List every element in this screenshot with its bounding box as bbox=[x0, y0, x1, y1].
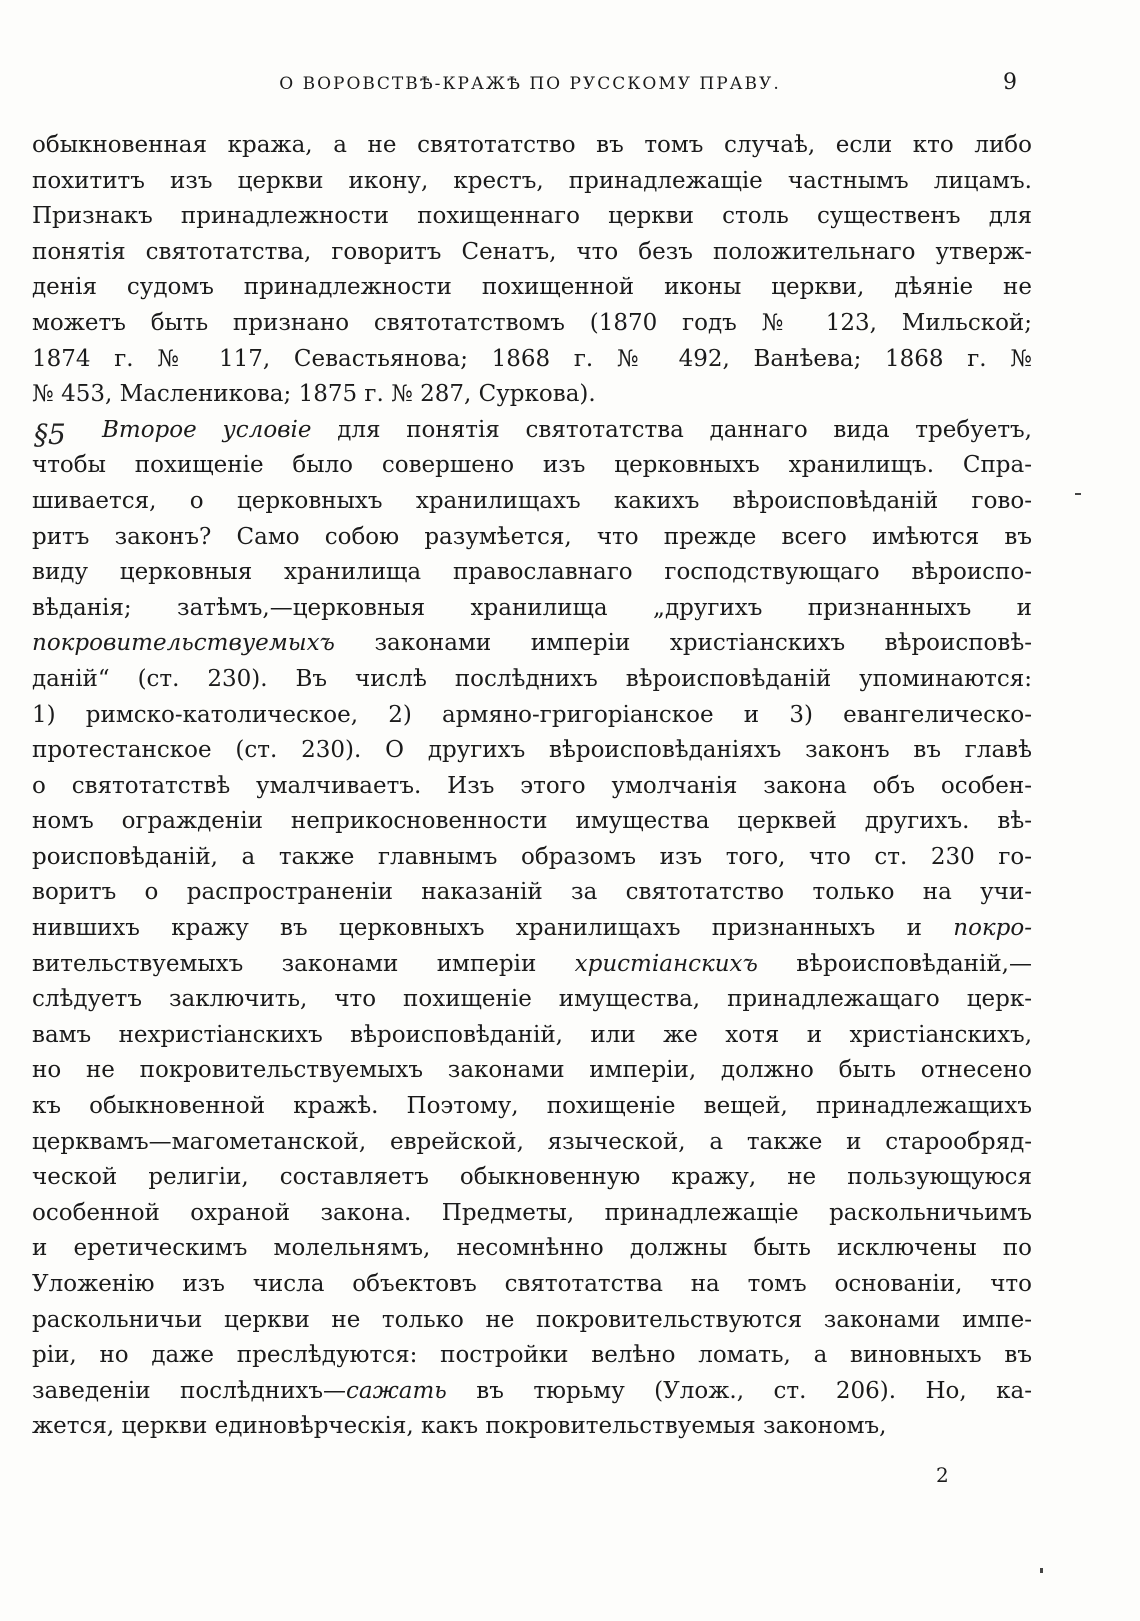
text-line: раскольничьи церкви не только не покровительствуются законами импе- bbox=[32, 1306, 1032, 1333]
text-line: роисповѣданій, а также главнымъ образомъ изъ того, что ст. 230 го- bbox=[32, 843, 1032, 870]
text-line: вѣданія; затѣмъ,—церковныя хранилища „другихъ признанныхъ и bbox=[32, 594, 1032, 621]
text-line: обыкновенная кража, а не святотатство въ томъ случаѣ, если кто либо bbox=[32, 132, 1032, 158]
stray-mark bbox=[1040, 1568, 1043, 1573]
text-line: къ обыкновенной кражѣ. Поэтому, похищеніе вещей, принадлежащихъ bbox=[32, 1093, 1032, 1120]
text-line: и еретическимъ молельнямъ, несомнѣнно должны быть исключены по bbox=[32, 1235, 1032, 1262]
running-title: О ВОРОВСТВѢ-КРАЖѢ ПО РУССКОМУ ПРАВУ. bbox=[279, 74, 781, 94]
text-line: чтобы похищеніе было совершено изъ церковныхъ хранилищъ. Спра- bbox=[32, 452, 1032, 479]
text-line: похититъ изъ церкви икону, крестъ, принадлежащіе частнымъ лицамъ. bbox=[32, 167, 1032, 194]
text-line: ріи, но даже преслѣдуются: постройки велѣно ломать, а виновныхъ въ bbox=[32, 1342, 1032, 1369]
page-number: 9 bbox=[1003, 70, 1017, 95]
text-line: вительствуемыхъ законами имперіи христіанскихъ вѣроисповѣданій,— bbox=[32, 950, 1032, 977]
text-line: воритъ о распространеніи наказаній за святотатство только на учи- bbox=[32, 879, 1032, 906]
text-line: можетъ быть признано святотатствомъ (1870 годъ № 123, Мильской; bbox=[32, 309, 1032, 336]
text-line: Второе условіе для понятія святотатства даннаго вида требуетъ, bbox=[102, 416, 1032, 443]
text-line: протестанское (ст. 230). О другихъ вѣроисповѣданіяхъ законъ въ главѣ bbox=[32, 737, 1032, 764]
handwritten-margin-note: §5 bbox=[34, 418, 66, 451]
stray-mark bbox=[1075, 493, 1081, 495]
signature-mark: 2 bbox=[936, 1463, 949, 1487]
text-line: заведеніи послѣднихъ—сажать въ тюрьму (Улож., ст. 206). Но, ка- bbox=[32, 1377, 1032, 1404]
text-line: даній“ (ст. 230). Въ числѣ послѣднихъ вѣроисповѣданій упоминаются: bbox=[32, 665, 1032, 692]
text-line: покровительствуемыхъ законами имперіи христіанскихъ вѣроисповѣ- bbox=[32, 630, 1032, 657]
text-line: слѣдуетъ заключить, что похищеніе имущества, принадлежащаго церк- bbox=[32, 986, 1032, 1013]
text-line: шивается, о церковныхъ хранилищахъ какихъ вѣроисповѣданій гово- bbox=[32, 487, 1032, 514]
text-line: денія судомъ принадлежности похищенной иконы церкви, дѣяніе не bbox=[32, 274, 1032, 301]
body-text bbox=[32, 128, 1032, 1445]
text-line: особенной охраной закона. Предметы, принадлежащіе раскольничьимъ bbox=[32, 1199, 1032, 1226]
text-line: но не покровительствуемыхъ законами имперіи, должно быть отнесено bbox=[32, 1057, 1032, 1084]
text-line: нившихъ кражу въ церковныхъ хранилищахъ признанныхъ и покро- bbox=[32, 915, 1032, 942]
text-line: номъ огражденіи неприкосновенности имущества церквей другихъ. вѣ- bbox=[32, 808, 1032, 835]
text-line: 1) римско-католическое, 2) армяно-григоріанское и 3) евангелическо- bbox=[32, 701, 1032, 728]
text-line: церквамъ—магометанской, еврейской, языческой, а также и старообряд- bbox=[32, 1128, 1032, 1155]
text-line: о святотатствѣ умалчиваетъ. Изъ этого умолчанія закона объ особен- bbox=[32, 772, 1032, 799]
text-line: 1874 г. № 117, Севастьянова; 1868 г. № 492, Ванѣева; 1868 г. № bbox=[32, 345, 1032, 372]
text-line: ритъ законъ? Само собою разумѣется, что прежде всего имѣются въ bbox=[32, 523, 1032, 550]
text-line: понятія святотатства, говоритъ Сенатъ, что безъ положительнаго утверж- bbox=[32, 238, 1032, 265]
text-line: Признакъ принадлежности похищеннаго церкви столь существенъ для bbox=[32, 203, 1032, 230]
text-line: вамъ нехристіанскихъ вѣроисповѣданій, или же хотя и христіанскихъ, bbox=[32, 1021, 1032, 1048]
text-line: виду церковныя хранилища православнаго господствующаго вѣроиспо- bbox=[32, 559, 1032, 586]
text-line: ческой религіи, составляетъ обыкновенную кражу, не пользующуюся bbox=[32, 1164, 1032, 1191]
text-line: № 453, Масленикова; 1875 г. № 287, Суркова). bbox=[32, 381, 596, 408]
text-line: жется, церкви единовѣрческія, какъ покровительствуемыя закономъ, bbox=[32, 1413, 887, 1440]
text-line: Уложенію изъ числа объектовъ святотатства на томъ основаніи, что bbox=[32, 1271, 1032, 1297]
